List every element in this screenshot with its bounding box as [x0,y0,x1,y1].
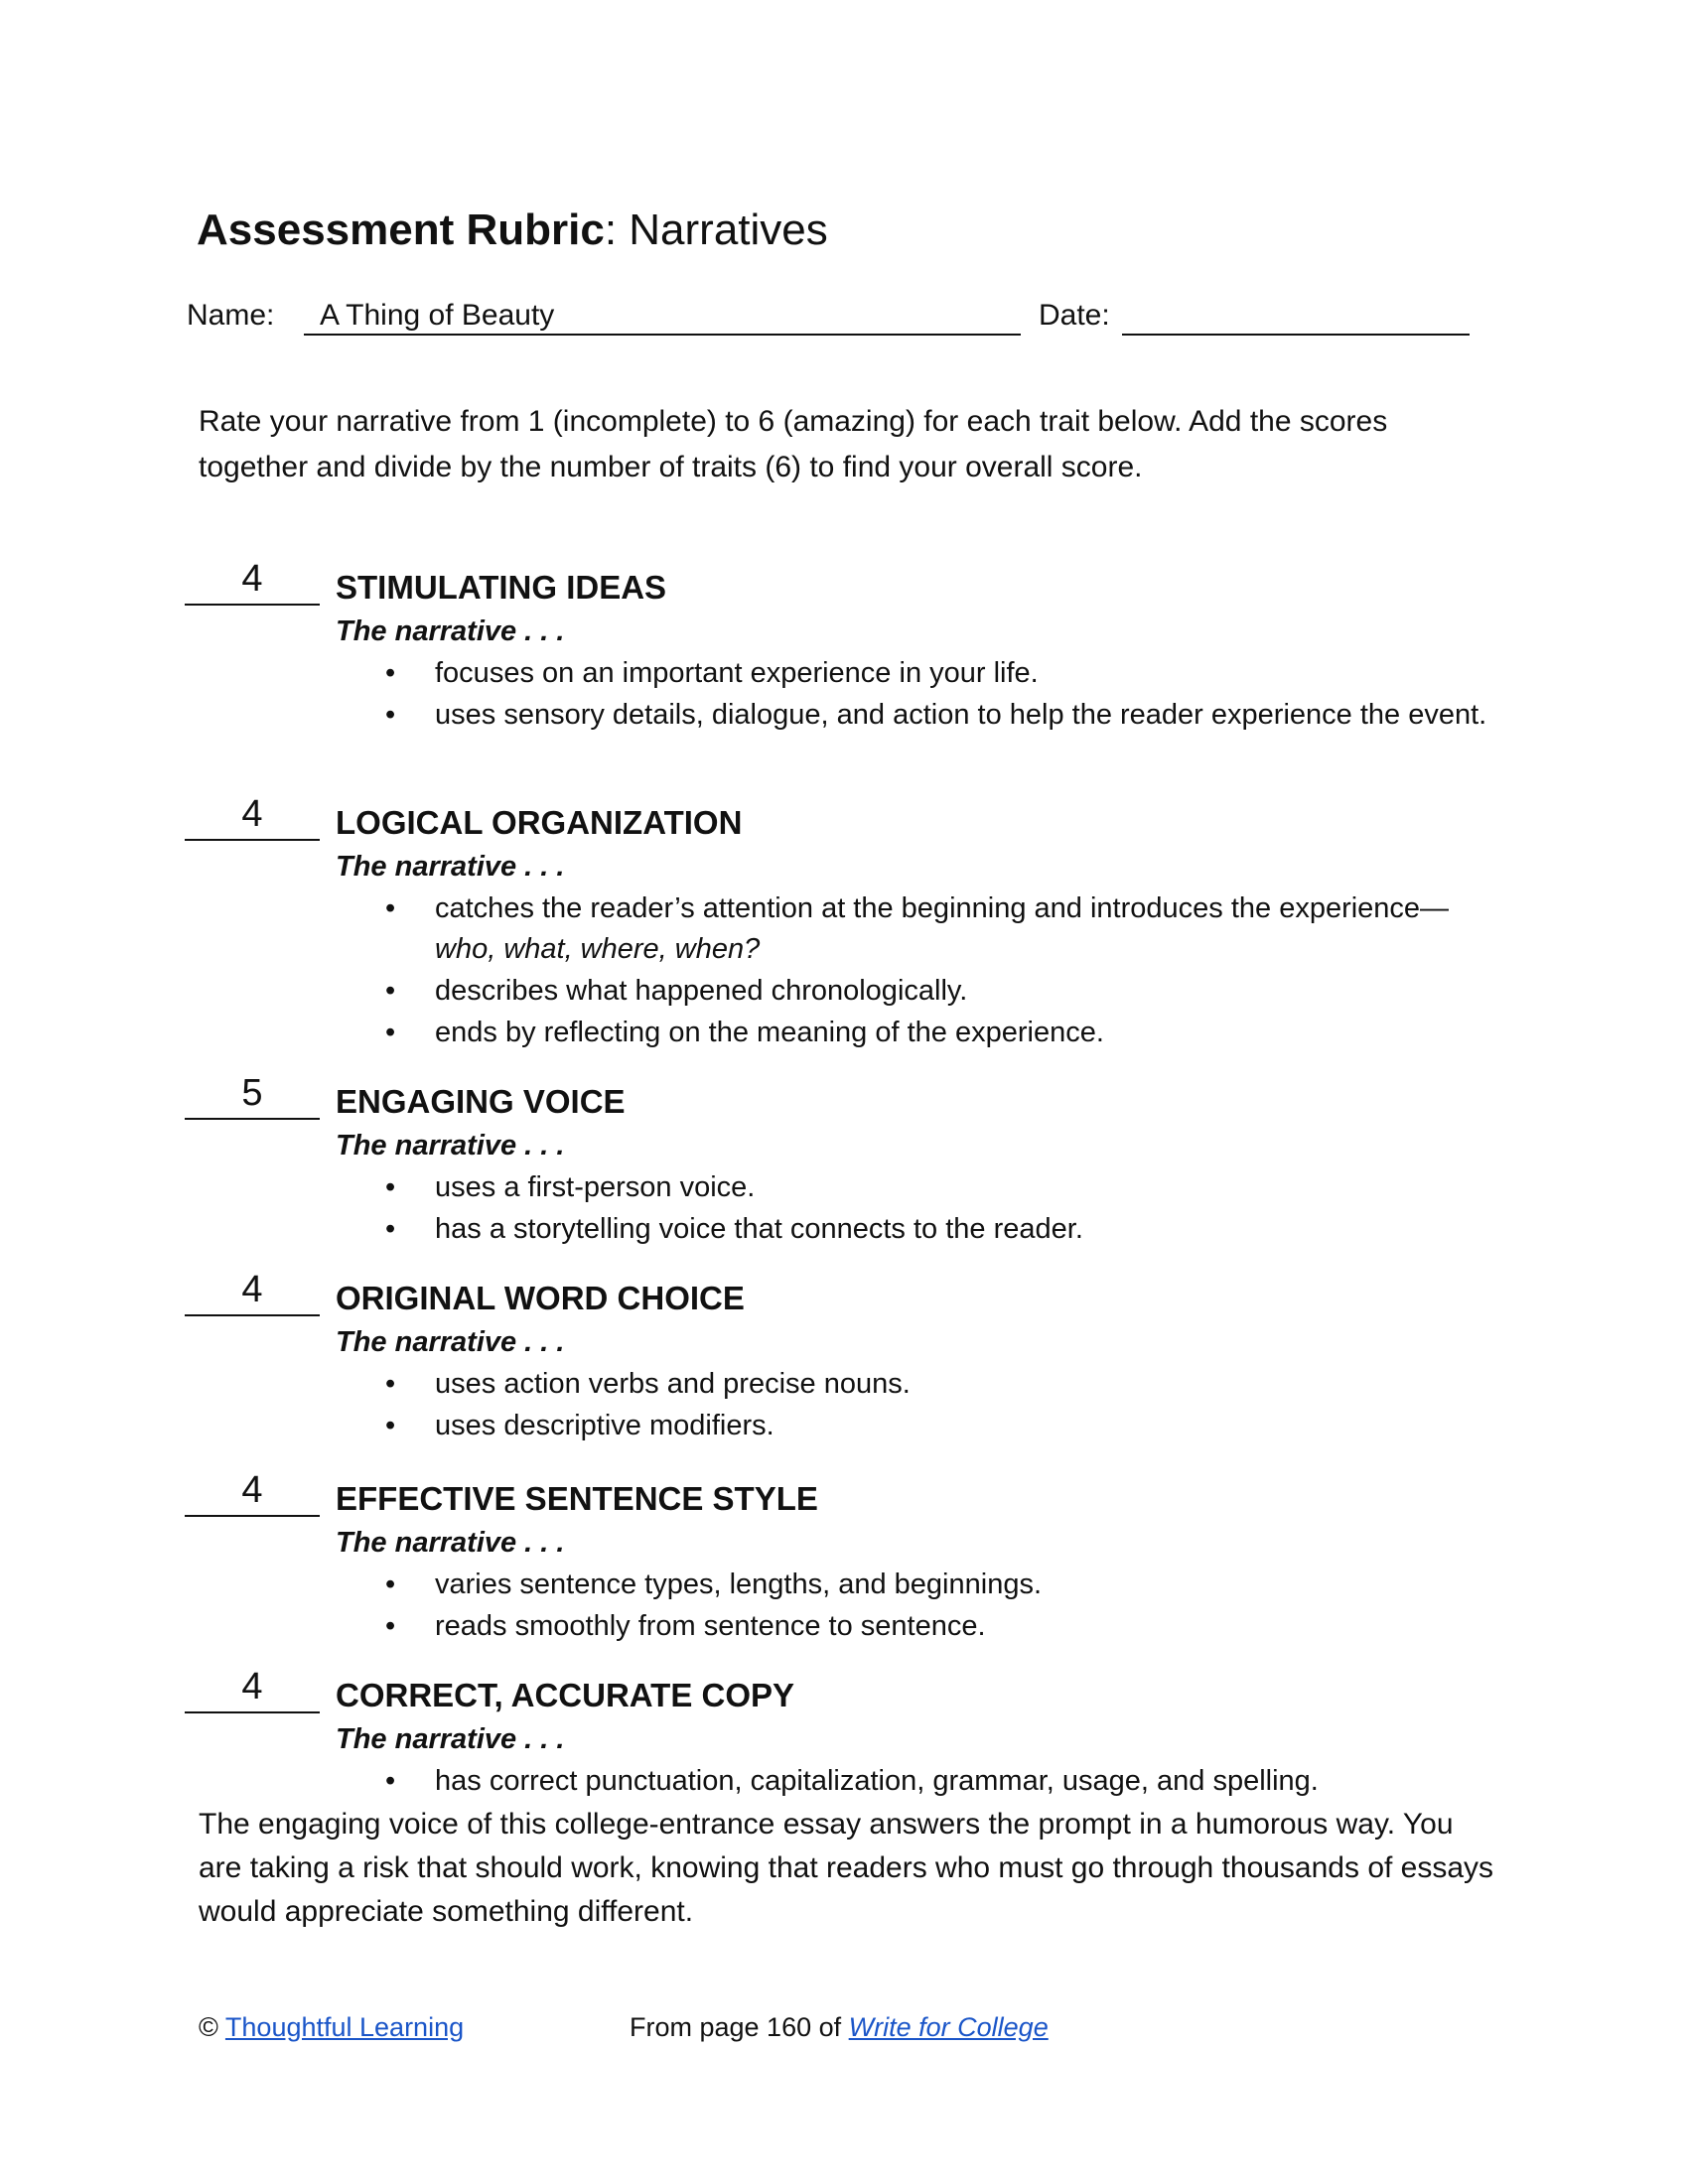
date-label: Date: [1039,299,1110,332]
trait-heading: LOGICAL ORGANIZATION [336,804,743,841]
trait-criteria [385,1167,1487,1251]
bullet-icon: • [385,657,396,689]
bullet-icon: • [385,975,396,1007]
criteria-item [385,888,1487,970]
criteria-text: focuses on an important experience in your life. [435,657,1039,689]
copyright-line [199,2007,464,2047]
trait-subheading: The narrative . . . [336,1527,565,1559]
trait-heading: EFFECTIVE SENTENCE STYLE [336,1480,818,1517]
criteria-item [385,1406,1487,1446]
criteria-text: catches the reader’s attention at the beginning and introduces the experience— [435,892,1450,924]
criteria-item [385,971,1487,1012]
criteria-text: has a storytelling voice that connects to the reader. [435,1213,1083,1245]
criteria-item [385,1167,1487,1208]
trait-heading: STIMULATING IDEAS [336,569,667,606]
trait-subheading: The narrative . . . [336,851,565,883]
criteria-item [385,1364,1487,1405]
bullet-icon: • [385,1765,396,1797]
criteria-italic-text: who, what, where, when? [435,933,761,965]
score-field[interactable]: 4 [185,1467,320,1517]
name-field[interactable] [304,296,1021,336]
trait-heading: ORIGINAL WORD CHOICE [336,1280,745,1316]
trait-subheading: The narrative . . . [336,1723,565,1755]
criteria-item [385,1761,1487,1802]
bullet-icon: • [385,1017,396,1048]
score-field[interactable]: 4 [185,1664,320,1713]
score-field[interactable]: 4 [185,791,320,841]
source-line [630,2007,1049,2047]
criteria-text: reads smoothly from sentence to sentence. [435,1610,986,1642]
score-field[interactable]: 4 [185,1267,320,1316]
score-field[interactable]: 5 [185,1070,320,1120]
copyright-symbol: © [199,2012,218,2042]
criteria-text: ends by reflecting on the meaning of the experience. [435,1017,1104,1048]
criteria-text: uses action verbs and precise nouns. [435,1368,911,1400]
thoughtful-learning-link[interactable]: Thoughtful Learning [224,2012,465,2042]
name-value: A Thing of Beauty [320,299,555,332]
criteria-item [385,1565,1487,1605]
trait-heading: ENGAGING VOICE [336,1083,626,1120]
source-text: From page 160 of [630,2012,842,2042]
page-title [197,201,828,260]
trait-criteria [385,1761,1487,1803]
teacher-comment: The engaging voice of this college-entrance essay answers the prompt in a humorous way. You are taking a risk that should work, knowing that readers who must go through thousands of essays would appreciate something different. [199,1808,1494,1928]
criteria-text: uses sensory details, dialogue, and action to help the reader experience the event. [435,699,1487,731]
bullet-icon: • [385,1569,396,1600]
title-rest: : Narratives [604,205,828,254]
trait-subheading: The narrative . . . [336,1130,565,1161]
criteria-item [385,1209,1487,1250]
title-bold: Assessment Rubric [197,205,605,254]
criteria-text: uses a first-person voice. [435,1171,756,1203]
date-field[interactable] [1122,296,1470,336]
criteria-item [385,1013,1487,1053]
trait-subheading: The narrative . . . [336,1326,565,1358]
trait-criteria [385,653,1487,737]
criteria-text: describes what happened chronologically. [435,975,968,1007]
trait-subheading: The narrative . . . [336,615,565,647]
trait-criteria [385,1364,1487,1447]
criteria-item [385,653,1487,694]
bullet-icon: • [385,699,396,731]
trait-criteria [385,888,1487,1054]
bullet-icon: • [385,1171,396,1203]
bullet-icon: • [385,1410,396,1441]
trait-criteria [385,1565,1487,1648]
criteria-text: has correct punctuation, capitalization, grammar, usage, and spelling. [435,1765,1319,1797]
write-for-college-link[interactable]: Write for College [848,2012,1049,2042]
criteria-text: uses descriptive modifiers. [435,1410,774,1441]
bullet-icon: • [385,1368,396,1400]
bullet-icon: • [385,892,396,924]
criteria-text: varies sentence types, lengths, and beginnings. [435,1569,1043,1600]
name-date-row [0,296,1688,340]
criteria-item [385,1606,1487,1647]
criteria-item [385,695,1487,736]
bullet-icon: • [385,1610,396,1642]
trait-heading: CORRECT, ACCURATE COPY [336,1677,795,1713]
bullet-icon: • [385,1213,396,1245]
instructions: Rate your narrative from 1 (incomplete) to 6 (amazing) for each trait below. Add the scores together and divide by the number of traits (6) to find your overall score. [199,405,1388,483]
name-label: Name: [187,299,275,332]
score-field[interactable]: 4 [185,556,320,606]
